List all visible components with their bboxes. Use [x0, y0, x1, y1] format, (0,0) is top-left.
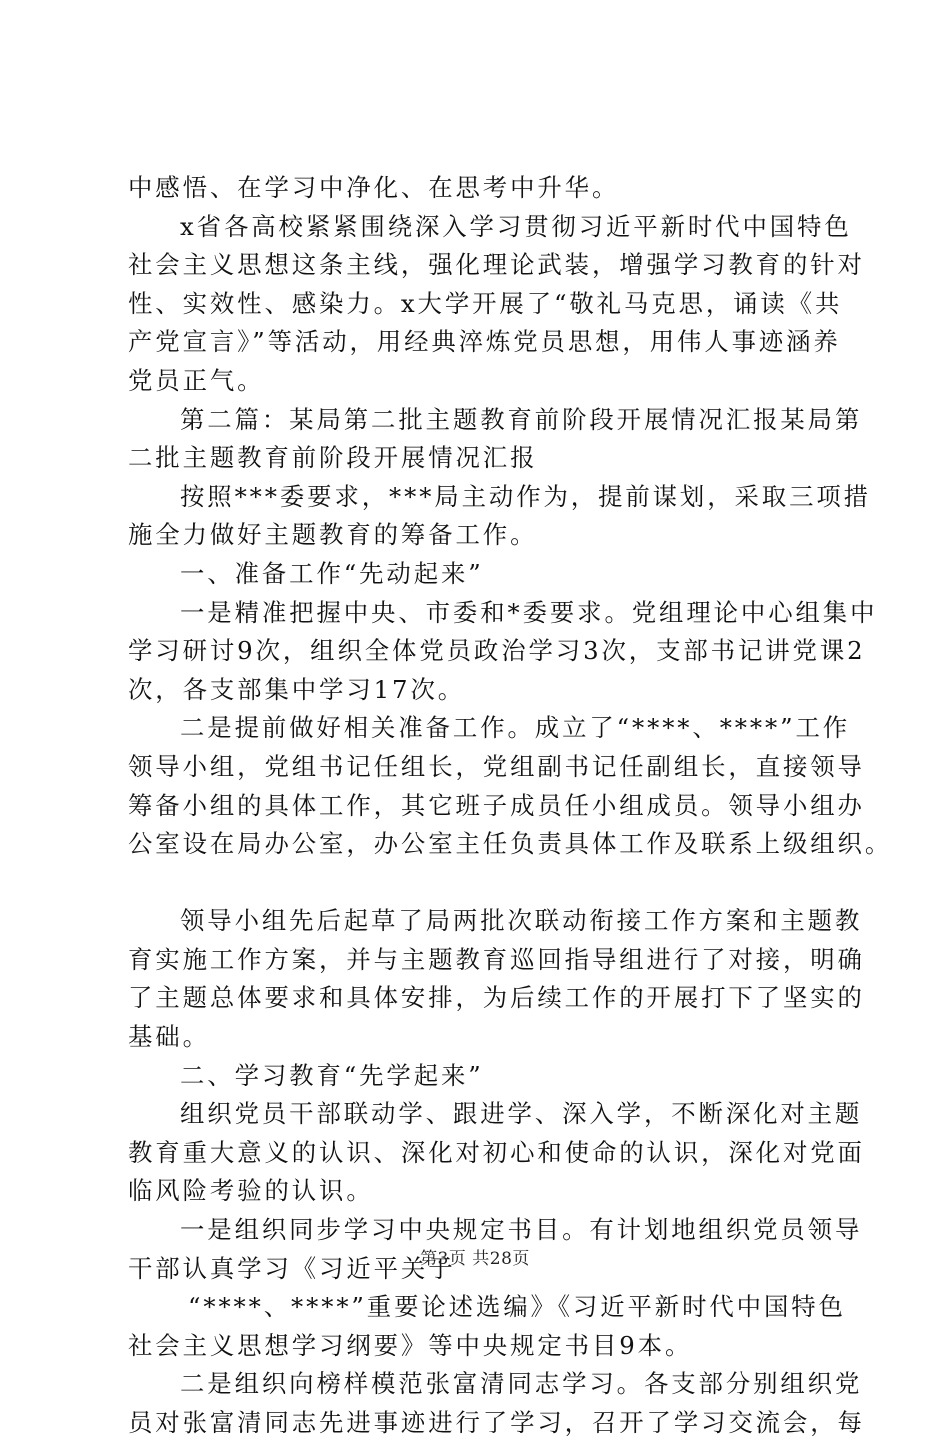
- text-line: 按照***委要求，***局主动作为，提前谋划，采取三项措: [180, 481, 871, 511]
- text-line: 学习研讨9次，组织全体党员政治学习3次，支部书记讲党课2: [128, 636, 866, 666]
- text-line: 社会主义思想学习纲要》等中央规定书目9本。: [128, 1330, 693, 1360]
- page-footer: 第3页 共28页: [420, 1249, 530, 1269]
- text-line: 干部认真学习《习近平关于: [128, 1253, 456, 1283]
- text-line: 一是组织同步学习中央规定书目。有计划地组织党员领导: [180, 1215, 863, 1245]
- text-line: 基础。: [128, 1022, 210, 1052]
- text-line: 中感悟、在学习中净化、在思考中升华。: [128, 173, 620, 202]
- text-line: 临风险考验的认识。: [128, 1176, 374, 1206]
- text-line: 员对张富清同志先进事迹进行了学习，召开了学习交流会，每: [128, 1408, 865, 1437]
- text-line: 一是精准把握中央、市委和*委要求。党组理论中心组集中: [180, 597, 878, 627]
- text-line: 党员正气。: [128, 365, 265, 395]
- text-line: 了主题总体要求和具体安排，为后续工作的开展打下了坚实的: [128, 983, 865, 1013]
- text-line: 二批主题教育前阶段开展情况汇报: [128, 443, 538, 473]
- text-line: 次，各支部集中学习17次。: [128, 674, 466, 704]
- text-line: 性、实效性、感染力。x大学开展了“敬礼马克思，诵读《共: [128, 288, 843, 318]
- text-line: 领导小组先后起草了局两批次联动衔接工作方案和主题教: [180, 906, 863, 936]
- text-line: 二、学习教育“先学起来”: [180, 1060, 484, 1090]
- text-line: “****、****”重要论述选编》《习近平新时代中国特色: [188, 1292, 846, 1322]
- text-line: 育实施工作方案，并与主题教育巡回指导组进行了对接，明确: [128, 944, 865, 974]
- text-line: 领导小组，党组书记任组长，党组副书记任副组长，直接领导: [128, 751, 865, 781]
- blank-line: [128, 864, 828, 903]
- text-line: 筹备小组的具体工作，其它班子成员任小组成员。领导小组办: [128, 790, 865, 820]
- text-line: 二是提前做好相关准备工作。成立了“****、****”工作: [180, 713, 851, 743]
- text-line: 二是组织向榜样模范张富清同志学习。各支部分别组织党: [180, 1369, 863, 1399]
- text-line: 组织党员干部联动学、跟进学、深入学，不断深化对主题: [180, 1099, 863, 1129]
- text-line: 第二篇：某局第二批主题教育前阶段开展情况汇报某局第: [180, 404, 863, 434]
- text-line: 施全力做好主题教育的筹备工作。: [128, 520, 538, 550]
- text-line: 社会主义思想这条主线，强化理论武装，增强学习教育的针对: [128, 250, 865, 280]
- text-line: 产党宣言》”等活动，用经典淬炼党员思想，用伟人事迹涵养: [128, 327, 841, 357]
- text-line: x省各高校紧紧围绕深入学习贯彻习近平新时代中国特色: [180, 211, 852, 241]
- text-line: 公室设在局办公室，办公室主任负责具体工作及联系上级组织。: [128, 829, 893, 859]
- text-line: 一、准备工作“先动起来”: [180, 558, 484, 588]
- text-line: 教育重大意义的认识、深化对初心和使命的认识，深化对党面: [128, 1137, 865, 1167]
